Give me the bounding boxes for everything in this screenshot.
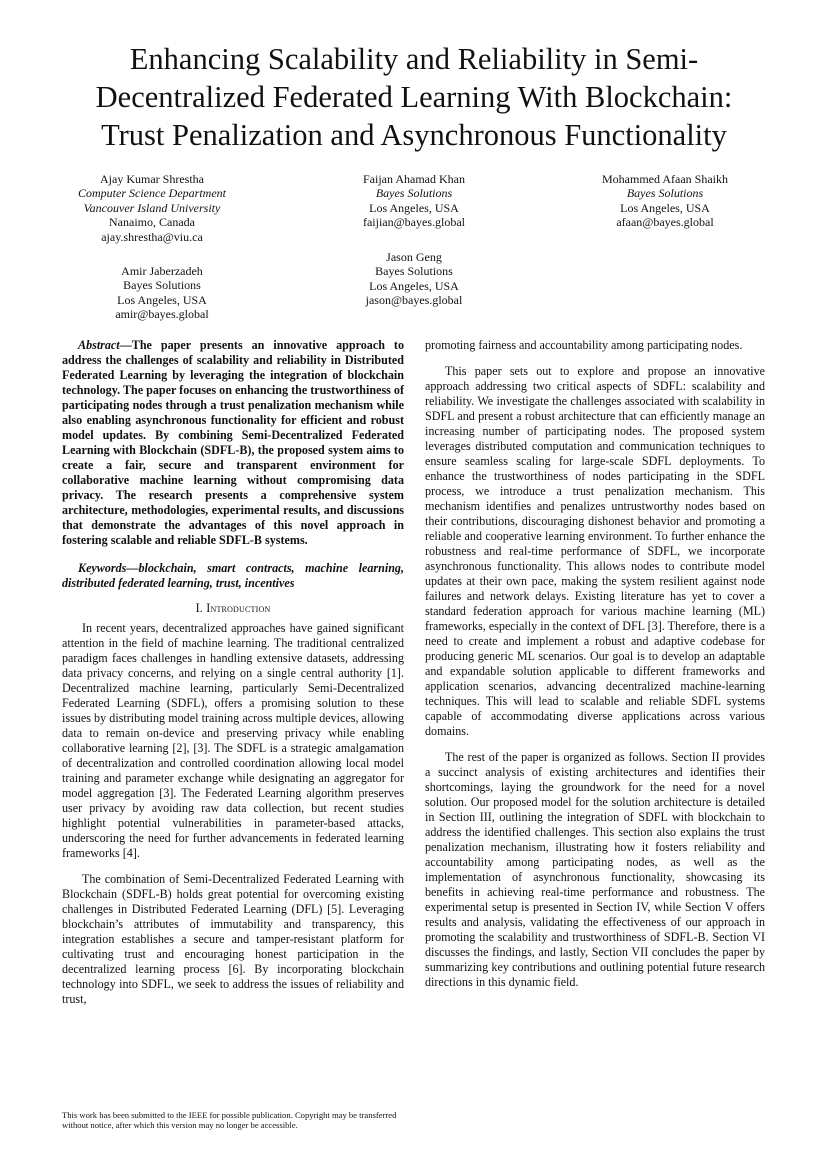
author-organization: Bayes Solutions (123, 278, 201, 293)
author-location: Los Angeles, USA (117, 292, 207, 307)
author-email: afaan@bayes.global (616, 215, 714, 230)
author-block-geng (324, 250, 504, 308)
author-block-shrestha (62, 172, 242, 244)
title-line: Decentralized Federated Learning With Blockchain: (95, 80, 733, 114)
author-block-jaberzadeh (72, 264, 252, 322)
body-paragraph: This paper sets out to explore and propose an innovative approach addressing two critical aspects of SDFL: scalability and reliability. We investigate the challenges associated with scalability in SDFL and present a robust architecture that can efficiently manage an increasing number of participating nodes. The proposed system leverages distributed computation and communication techniques to ensure seamless scaling for large-scale SDFL deployments. To enhance the trustworthiness of nodes participating in the SDFL process, we introduce a trust penalization mechanism. This mechanism identifies and penalizes untrustworthy nodes based on their contributions, discouraging dishonest behavior and promoting a reliable and cooperative learning environment. To further enhance the robustness and real-time performance of SDFL, we incorporate asynchronous functionality. This allows nodes to contribute model updates at their own pace, making the system resilient against node failures and network delays. Existing literature has yet to cover a standard federation approach for various machine learning (ML) frameworks, especially in the context of DFL [3]. Therefore, there is a need to create and implement a robust and adaptive codebase for producing generic ML scenarios. Our goal is to develop an adaptable and expandable solution applicable to different frameworks and application scenarios, advancing decentralized machine-learning techniques. This will lead to scalable and reliable SDFL systems capable of accommodating diverse applications across various domains. (425, 364, 765, 738)
author-email: jason@bayes.global (365, 293, 463, 308)
author-department: Computer Science Department (78, 186, 226, 201)
author-location: Los Angeles, USA (369, 278, 459, 293)
author-name: Jason Geng (386, 250, 442, 264)
title-line: Enhancing Scalability and Reliability in Semi- (129, 42, 699, 76)
author-location: Nanaimo, Canada (109, 215, 195, 230)
title-line: Trust Penalization and Asynchronous Functionality (101, 118, 727, 152)
author-organization: Bayes Solutions (375, 264, 453, 279)
author-name: Faijan Ahamad Khan (363, 172, 465, 186)
right-column (425, 338, 765, 990)
author-email: faijian@bayes.global (362, 215, 466, 230)
author-organization: Vancouver Island University (83, 200, 221, 215)
author-email: ajay.shrestha@viu.ca (101, 229, 203, 244)
author-block-khan (324, 172, 504, 230)
author-email: amir@bayes.global (115, 307, 209, 322)
author-location: Los Angeles, USA (620, 200, 710, 215)
footnote: This work has been submitted to the IEEE for possible publication. Copyright may be transferred without notice, after which this version may no longer be accessible. (62, 1110, 397, 1131)
author-name: Amir Jaberzadeh (121, 264, 203, 278)
body-paragraph: In recent years, decentralized approaches have gained significant attention in the field of machine learning. The traditional centralized paradigm faces challenges in handling extensive datasets, addressing data privacy concerns, and relying on a single central authority [1]. Decentralized machine learning, particularly Semi-Decentralized Federated Learning (SDFL), offers a promising solution to these issues by distributing model training across multiple devices, allowing data to remain on-device and preserving privacy while enabling collaborative learning [2], [3]. The SDFL is a strategic amalgamation of decentralization and controlled coordination allowing local model training and parameter exchange while designating an aggregator for model aggregation [3]. The Federated Learning algorithm preserves user privacy by avoiding raw data collection, but recent studies highlight potential vulnerabilities in parameter-based attacks, underscoring the need for further advancements in federated learning frameworks [4]. (62, 621, 404, 860)
author-organization: Bayes Solutions (375, 186, 453, 201)
author-name: Ajay Kumar Shrestha (100, 172, 204, 186)
keywords: Keywords—blockchain, smart contracts, machine learning, distributed federated learning, trust, incentives (62, 561, 404, 590)
author-name: Mohammed Afaan Shaikh (602, 172, 728, 186)
paper-title (40, 40, 788, 154)
section-heading-introduction: I. Introduction (195, 601, 271, 615)
author-organization: Bayes Solutions (626, 186, 704, 201)
left-column (62, 338, 404, 1007)
author-location: Los Angeles, USA (369, 200, 459, 215)
body-paragraph: The combination of Semi-Decentralized Federated Learning with Blockchain (SDFL-B) holds great potential for overcoming existing challenges in Distributed Federated Learning (DFL) [5]. Leveraging blockchain’s attributes of immutability and transparency, this integration establishes a secure and tamper-resistant platform for cultivating trust and encouraging honest participation in the decentralized learning process [6]. By incorporating blockchain technology into SDFL, we seek to address the issues of reliability and trust, (62, 872, 404, 1006)
body-paragraph-continued: promoting fairness and accountability among participating nodes. (425, 338, 743, 352)
author-block-shaikh (575, 172, 755, 230)
abstract-label: Abstract (78, 338, 120, 352)
body-paragraph: The rest of the paper is organized as follows. Section II provides a succinct analysis of existing architectures and identifies their shortcomings, laying the groundwork for the need for a novel solution. Our proposed model for the solution architecture is detailed in Section III, outlining the integration of SDFL with blockchain to address the identified challenges. This section also explains the trust penalization mechanism, illustrating how it fosters reliability and accountability among participating nodes, as well as the implementation of asynchronous functionality, showcasing its benefits in achieving real-time performance and robustness. The experimental setup is presented in Section IV, while Section V offers results and analysis, validating the effectiveness of our approach in promoting the scalability and trustworthiness of SDFL-B. Section VI discusses the findings, and lastly, Section VII concludes the paper by summarizing key contributions and outlining potential future research directions in this dynamic field. (425, 750, 765, 989)
abstract (62, 338, 404, 548)
abstract-text: —The paper presents an innovative approach to address the challenges of scalability and reliability in Distributed Federated Learning by leveraging the integration of blockchain technology. The paper focuses on enhancing the trustworthiness of participating nodes through a trust penalization mechanism while also enabling asynchronous functionality for efficient and robust model updates. By combining Semi-Decentralized Federated Learning with Blockchain (SDFL-B), the proposed system aims to create a fair, secure and transparent environment for collaborative machine learning without compromising data privacy. The research presents a comprehensive system architecture, methodologies, experimental results, and discussions that demonstrate the advantages of this novel approach in fostering scalable and reliable SDFL-B systems. (62, 338, 404, 547)
